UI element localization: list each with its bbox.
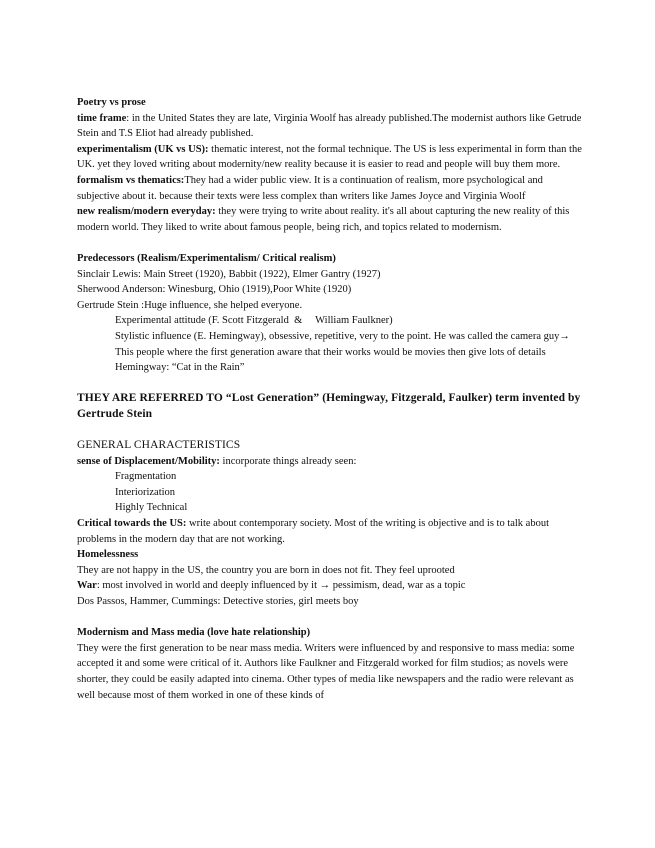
section-title-poetry-prose: Poetry vs prose xyxy=(77,97,146,108)
section-title-general: GENERAL CHARACTERISTICS xyxy=(77,439,241,452)
spacer xyxy=(77,235,582,251)
spacer xyxy=(77,610,582,626)
paragraph-formalism: formalism vs thematics:They had a wider public view. It is a continuation of realism, more psychological and subjective about it. because their texts were less complex than writers like James Joyce and Virginia Woolf xyxy=(77,174,543,202)
spacer xyxy=(77,422,582,438)
war-line: War: most involved in world and deeply influenced by it → pessimism, dead, war as a topic xyxy=(77,580,466,592)
lost-generation-heading: THEY ARE REFERRED TO “Lost Generation” (Hemingway, Fitzgerald, Faulker) term invented by Gertrude Stein xyxy=(77,392,581,420)
list-item: Interiorization xyxy=(115,486,176,498)
displacement-line: sense of Displacement/Mobility: incorporate things already seen: xyxy=(77,455,357,467)
list-item: Highly Technical xyxy=(115,502,188,514)
section-title-predecessors: Predecessors (Realism/Experimentalism/ Critical realism) xyxy=(77,252,336,264)
predecessor-line: Sherwood Anderson: Winesburg, Ohio (1919),Poor White (1920) xyxy=(77,284,352,296)
paragraph-new-realism: new realism/modern everyday: they were trying to write about reality. it's all about capturing the new reality of this modern world. They liked to write about famous people, being rich, and topics related to modernism. xyxy=(77,206,570,233)
indented-line: Experimental attitude (F. Scott Fitzgerald & William Faulkner) xyxy=(115,315,393,327)
predecessor-line: Sinclair Lewis: Main Street (1920), Babbit (1922), Elmer Gantry (1927) xyxy=(77,268,381,280)
predecessor-line: Gertrude Stein :Huge influence, she helped everyone. xyxy=(77,299,303,311)
homelessness-label: Homelessness xyxy=(77,549,139,561)
paragraph-time-frame: time frame: in the United States they are late, Virginia Woolf has already published.The modernist authors like Getrude Stein and T.S Eliot had already published. xyxy=(77,112,582,140)
list-item: Fragmentation xyxy=(115,471,177,483)
indented-paragraph: Stylistic influence (E. Hemingway), obsessive, repetitive, very to the point. He was called the camera guy→ This people where the first generation aware that their works would be movies then give lots of details xyxy=(115,330,570,358)
spacer xyxy=(77,376,582,392)
indented-line: Hemingway: “Cat in the Rain” xyxy=(115,362,245,374)
dos-passos-line: Dos Passos, Hammer, Cummings: Detective stories, girl meets boy xyxy=(77,596,359,607)
paragraph-experimentalism: experimentalism (UK vs US): thematic interest, not the formal technique. The US is less experimental in form than the UK. yet they loved writing about modernity/new reality because it is easier to read and people will buy them more. xyxy=(77,143,582,171)
homelessness-text: They are not happy in the US, the country you are born in does not fit. They feel uprooted xyxy=(77,564,455,576)
mass-media-paragraph: They were the first generation to be near mass media. Writers were influenced by and responsive to mass media: some accepted it and some were critical of it. Authors like Faulkner and Fitzgerald worked for film studios; as novels were shorter, they could be easily adapted into cinema. Other types of media like newspapers and the radio were relevant as well because most of them worked in one of these kinds of xyxy=(77,642,575,701)
document-body xyxy=(77,95,582,703)
section-title-mass-media: Modernism and Mass media (love hate relationship) xyxy=(77,627,311,639)
critical-paragraph: Critical towards the US: write about contemporary society. Most of the writing is objective and is to talk about problems in the modern day that are not working. xyxy=(77,518,550,545)
